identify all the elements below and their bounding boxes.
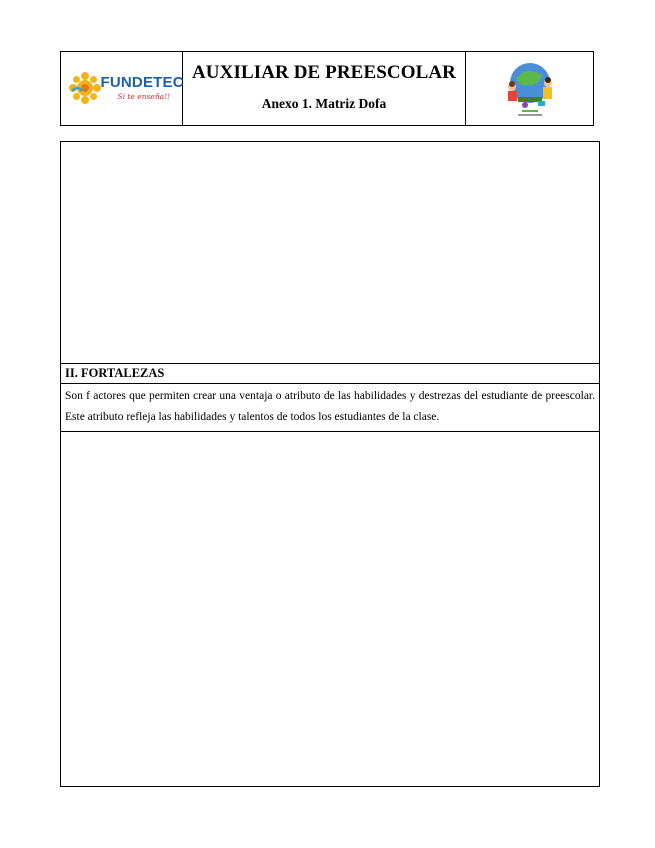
dofa-matrix-box — [60, 141, 600, 787]
fundetec-logo — [68, 67, 184, 111]
document-header — [60, 51, 594, 126]
section-description: Son f actores que permiten crear una ventaja o atributo de las habilidades y destrezas del estudiante de preescolar. Este atributo refleja las habilidades y talentos de todos los estudiantes de la clase. — [61, 384, 599, 432]
header-right-logo-cell — [466, 52, 593, 125]
sun-gear-logo-icon — [68, 71, 102, 105]
header-title-cell — [183, 52, 466, 125]
section-heading: II. FORTALEZAS — [61, 364, 599, 384]
fundetec-wordmark: FUNDETEC — [100, 73, 184, 91]
page-title: AUXILIAR DE PREESCOLAR — [191, 62, 457, 83]
fundetec-tagline: Sí te enseña!! — [117, 91, 171, 101]
blank-area-top — [61, 142, 599, 364]
header-left-logo-cell — [61, 52, 183, 125]
preschool-children-logo-icon — [498, 57, 562, 121]
page-subtitle: Anexo 1. Matriz Dofa — [261, 96, 387, 111]
blank-area-bottom — [61, 432, 599, 786]
